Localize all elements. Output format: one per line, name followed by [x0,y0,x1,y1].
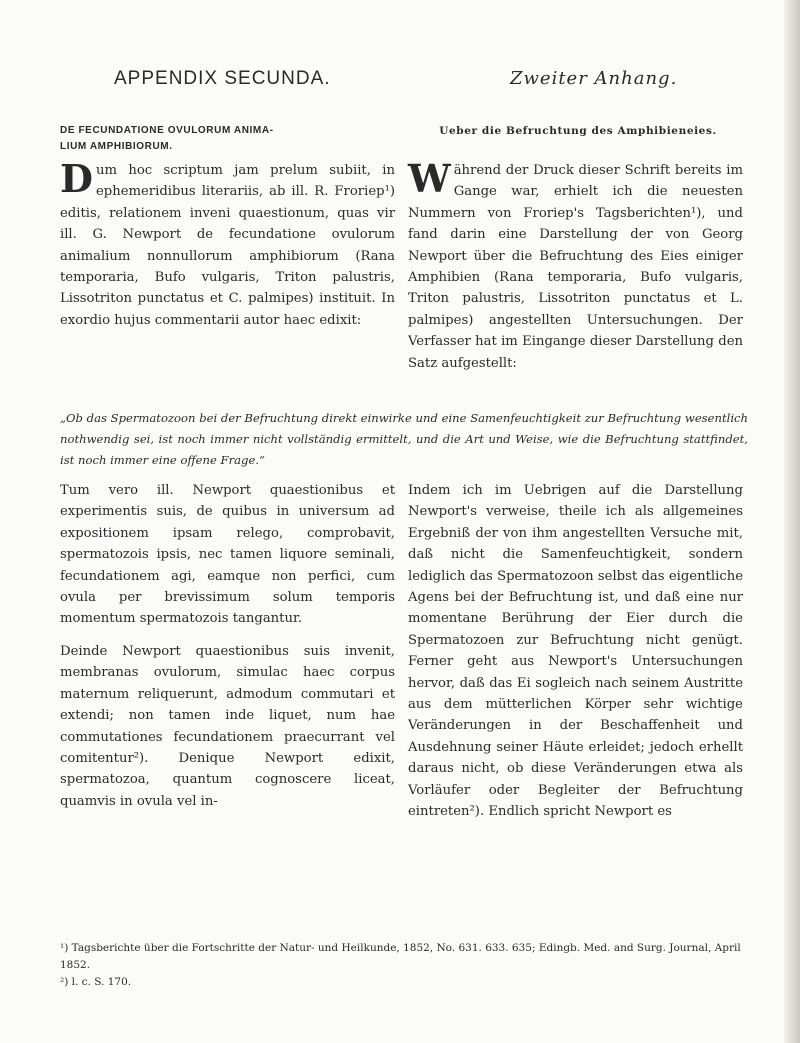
latin-title-line-2: LIUM AMPHIBIORUM. [60,141,173,152]
running-header-latin: APPENDIX SECUNDA. [114,68,331,89]
latin-paragraph-1 [60,156,395,331]
page-edge [784,0,800,1043]
german-paragraph-2: Indem ich im Uebrigen auf die Darstellung Newport's verweise, theile ich als allgemeines Ergebniß der von ihm angestellten Versuche mit, daß nicht die Samenfeuchtigkeit, sondern lediglich das Spermatozoon selbst das eigentliche Agens bei der Befruchtung ist, und daß eine nur momentane Berührung der Eier durch die Spermatozoen zur Befruchtung nicht genügt. Ferner geht aus Newport's Untersuchungen hervor, daß das Ei sogleich nach seinem Austritte aus dem mütterlichen Körper sehr wichtige Veränderungen in der Beschaffenheit und Ausdehnung seiner Häute erleidet; jedoch erhellt daraus nicht, ob diese Veränderungen etwa als Vorläufer oder Begleiter der Befruchtung eintreten²). Endlich spricht Newport es [408,483,743,820]
latin-paragraph-1-text: um hoc scriptum jam prelum subiit, in ephemeridibus literariis, ab ill. R. Froriep¹) editis, relationem inveni quaestionum, quas vir ill. G. Newport de fecundatione ovulorum animalium nonnullorum amphibiorum (Rana temporaria, Bufo vulgaris, Triton palustris, Lissotriton punctatus et C. palmipes) instituit. In exordio hujus commentarii autor haec edixit: [60,163,395,328]
german-paragraph-1 [408,156,743,374]
latin-section-title [60,123,395,155]
latin-paragraph-2: Tum vero ill. Newport quaestionibus et experimentis suis, de quibus in universum ad expositionem ipsam relego, comprobavit, spermatozois ipsis, nec tamen liquore seminali, fecundationem agi, eamque non perfici, cum ovula per brevissimum solum temporis momentum spermatozois tangantur. [60,483,395,627]
german-paragraph-1-text: ährend der Druck dieser Schrift bereits im Gange war, erhielt ich die neuesten Nummern von Froriep's Tagsberichten¹), und fand darin eine Darstellung der von Georg Newport über die Befruchtung des Eies einiger Amphibien (Rana temporaria, Bufo vulgaris, Triton palustris, Lissotriton punctatus et L. palmipes) angestellten Untersuchungen. Der Verfasser hat im Eingange dieser Darstellung den Satz aufgestellt: [408,163,743,371]
footnote-2: ²) l. c. S. 170. [60,976,132,988]
latin-title-line-1: DE FECUNDATIONE OVULORUM ANIMA- [60,125,274,136]
latin-dropcap: D [60,156,93,201]
quotation-block: „Ob das Spermatozoon bei der Befruchtung direkt einwirke und eine Samenfeuchtigkeit zur Befruchtung wesentlich nothwendig sei, ist noch immer nicht vollständig ermittelt, und die Art und Weise, wie die Befruchtung stattfindet, ist noch immer eine offene Frage.“ [60,411,748,467]
german-dropcap: W [408,156,451,201]
german-section-title: Ueber die Befruchtung des Amphibieneies. [439,125,717,137]
running-header-german: Zweiter Anhang. [510,68,678,89]
latin-paragraph-3: Deinde Newport quaestionibus suis invenit, membranas ovulorum, simulac haec corpus maternum reliquerunt, admodum commutari et extendi; non tamen inde liquet, num hae commutationes fecundationem praecurrant vel comitentur²). Denique Newport edixit, spermatozoa, quantum cognoscere liceat, quamvis in ovula vel in- [60,644,395,809]
footnote-1: ¹) Tagsberichte über die Fortschritte der Natur- und Heilkunde, 1852, No. 631. 633. 635; Edingb. Med. and Surg. Journal, April 1852. [60,942,741,971]
